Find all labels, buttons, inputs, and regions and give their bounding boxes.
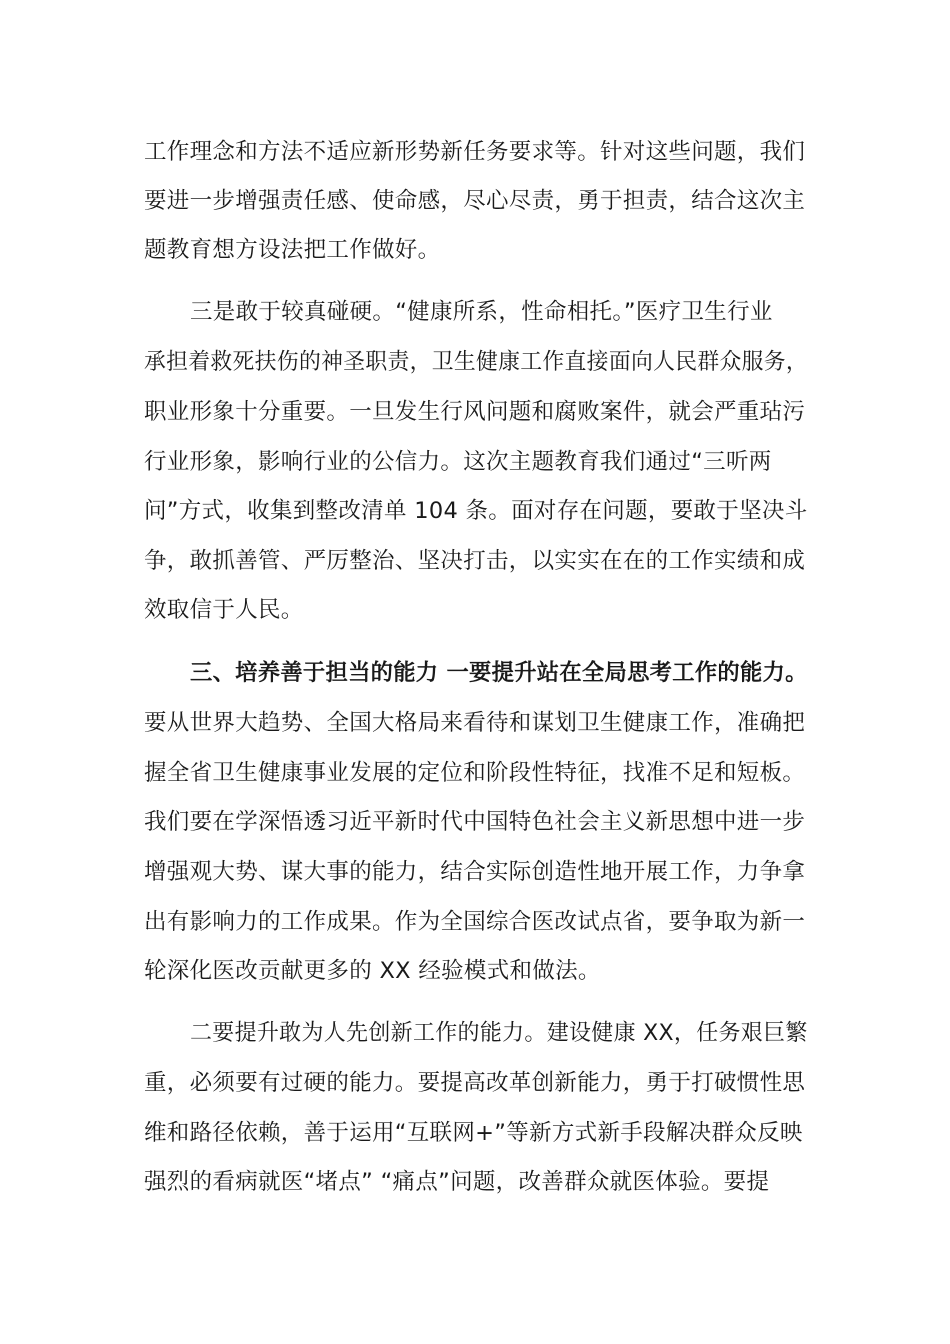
paragraph-line: 我们要在学深悟透习近平新时代中国特色社会主义新思想中进一步	[144, 809, 806, 835]
paragraph-line: 二要提升敢为人先创新工作的能力。建设健康 XX，任务艰巨繁	[190, 1020, 808, 1046]
paragraph-line: 效取信于人民。	[144, 597, 304, 623]
paragraph-line: 题教育想方设法把工作做好。	[144, 237, 441, 263]
section-heading: 三、培养善于担当的能力 一要提升站在全局思考工作的能力。	[190, 660, 808, 686]
paragraph-line: 行业形象，影响行业的公信力。这次主题教育我们通过“三听两	[144, 449, 772, 475]
paragraph-line: 三是敢于较真碰硬。“健康所系，性命相托。”医疗卫生行业	[190, 299, 773, 325]
paragraph-line: 重，必须要有过硬的能力。要提高改革创新能力，勇于打破惯性思	[144, 1070, 806, 1096]
paragraph-line: 握全省卫生健康事业发展的定位和阶段性特征，找准不足和短板。	[144, 760, 806, 786]
paragraph-line: 问”方式，收集到整改清单 104 条。面对存在问题，要敢于坚决斗	[144, 498, 808, 524]
paragraph-line: 工作理念和方法不适应新形势新任务要求等。针对这些问题，我们	[144, 139, 806, 165]
paragraph-line: 要从世界大趋势、全国大格局来看待和谋划卫生健康工作，准确把	[144, 710, 806, 736]
paragraph-line: 承担着救死扶伤的神圣职责，卫生健康工作直接面向人民群众服务，	[144, 349, 809, 375]
paragraph-line: 增强观大势、谋大事的能力，结合实际创造性地开展工作，力争拿	[144, 859, 806, 885]
paragraph-line: 轮深化医改贡献更多的 XX 经验模式和做法。	[144, 958, 601, 984]
paragraph-line: 职业形象十分重要。一旦发生行风问题和腐败案件，就会严重玷污	[144, 399, 806, 425]
paragraph-line: 出有影响力的工作成果。作为全国综合医改试点省，要争取为新一	[144, 909, 806, 935]
paragraph-line: 争，敢抓善管、严厉整治、坚决打击，以实实在在的工作实绩和成	[144, 548, 806, 574]
paragraph-line: 强烈的看病就医“堵点” “痛点”问题，改善群众就医体验。要提	[144, 1169, 770, 1195]
paragraph-line: 维和路径依赖，善于运用“互联网+”等新方式新手段解决群众反映	[144, 1120, 803, 1146]
paragraph-line: 要进一步增强责任感、使命感，尽心尽责，勇于担责，结合这次主	[144, 188, 806, 214]
